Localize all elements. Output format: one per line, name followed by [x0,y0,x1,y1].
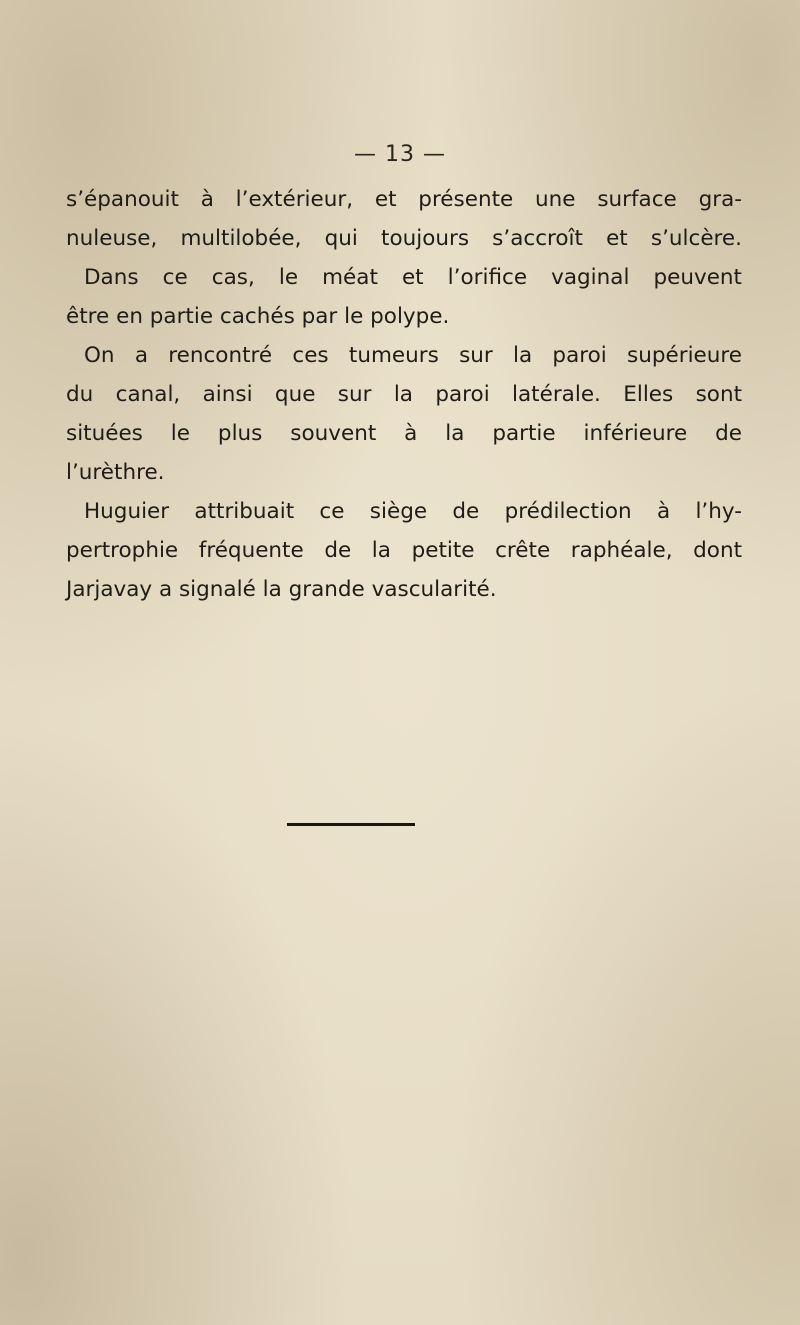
section-separator-rule [287,823,415,826]
text-line: Dans ce cas, le méat et l’orifice vaginal peuvent [84,265,742,290]
text-line: situées le plus souvent à la partie inférieure de [66,421,742,446]
text-line: pertrophie fréquente de la petite crête raphéale, dont [66,538,742,563]
body-text [66,180,742,609]
text-line: nuleuse, multilobée, qui toujours s’accroît et s’ulcère. [66,226,742,251]
text-line: Jarjavay a signalé la grande vascularité. [66,577,497,602]
text-line: On a rencontré ces tumeurs sur la paroi supérieure [84,343,742,368]
page-number: — 13 — [354,142,446,167]
text-line: être en partie cachés par le polype. [66,304,450,329]
text-line: du canal, ainsi que sur la paroi latérale. Elles sont [66,382,742,407]
text-line: Huguier attribuait ce siège de prédilection à l’hy- [84,499,742,524]
text-line: s’épanouit à l’extérieur, et présente une surface gra- [66,187,742,212]
text-line: l’urèthre. [66,460,165,485]
